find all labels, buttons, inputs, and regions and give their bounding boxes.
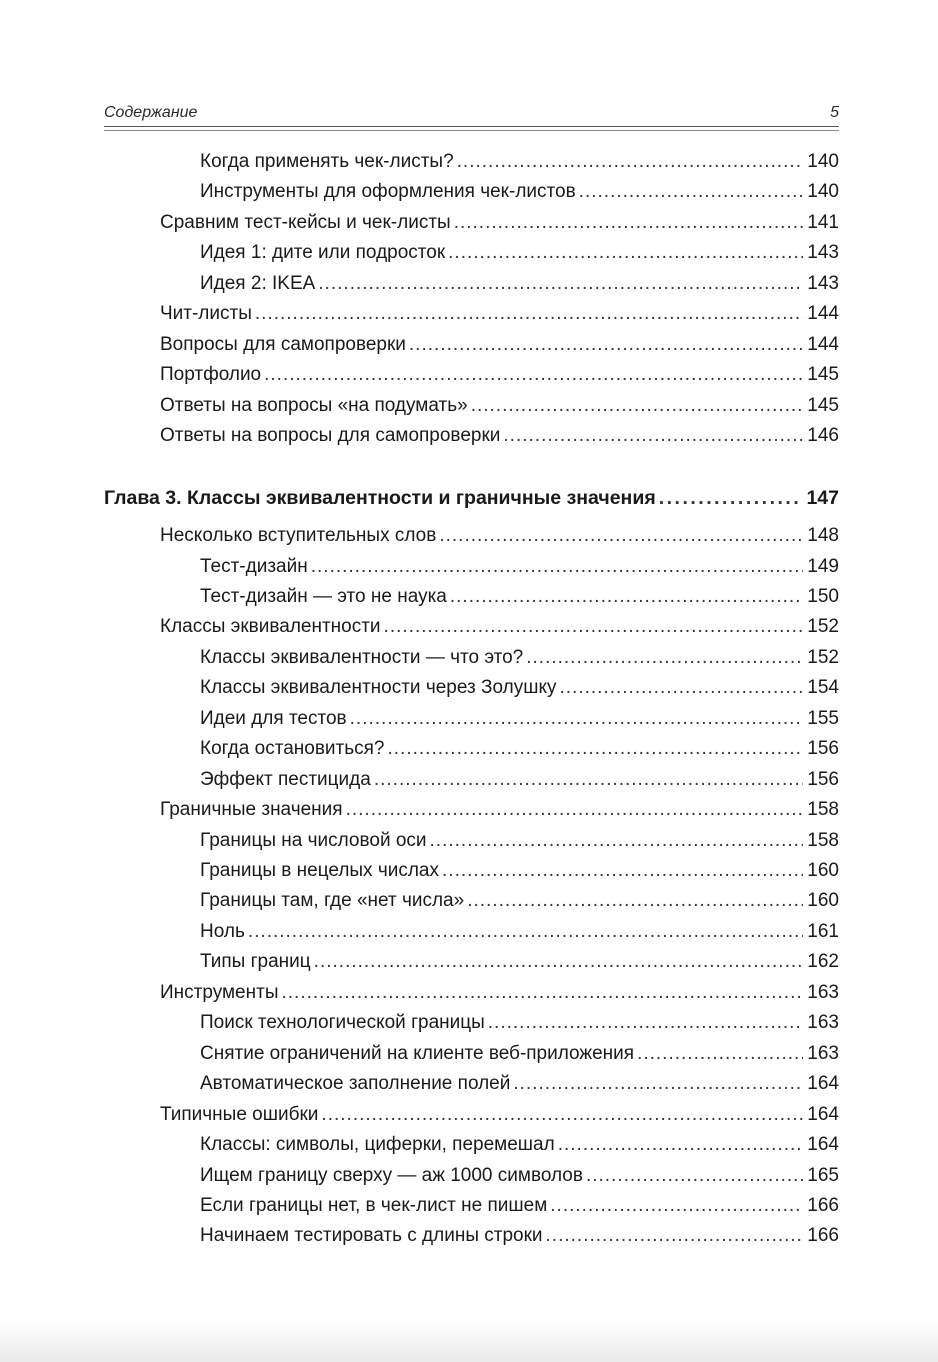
- toc-entry-title: Поиск технологической границы: [200, 1012, 485, 1034]
- toc-entry-title: Инструменты для оформления чек-листов: [200, 181, 576, 203]
- toc-entry: [160, 333, 839, 357]
- toc-entry-title: Снятие ограничений на клиенте веб-приложения: [200, 1042, 635, 1064]
- running-head-page-number: 5: [830, 104, 839, 121]
- toc-entry-page-number: 160: [807, 890, 839, 912]
- toc-entry: [200, 768, 839, 792]
- toc-entry: [200, 150, 839, 174]
- toc-dot-leader: [526, 646, 803, 670]
- toc-entry-page-number: 147: [806, 487, 839, 510]
- toc-entry-title: Типы границ: [200, 951, 311, 973]
- toc-entry: [160, 1103, 839, 1127]
- toc-entry-title: Инструменты: [160, 981, 279, 1003]
- toc-entry-title: Эффект пестицида: [200, 768, 371, 790]
- toc-entry: [200, 859, 839, 883]
- toc-entry: [200, 585, 839, 609]
- toc-entry-title: Идея 1: дите или подросток: [200, 242, 446, 264]
- toc-entry-page-number: 164: [807, 1134, 839, 1156]
- toc-entry-page-number: 164: [807, 1073, 839, 1095]
- toc-entry-page-number: 163: [807, 1012, 839, 1034]
- toc-entry-title: Классы: символы, циферки, перемешал: [200, 1134, 555, 1156]
- toc-entry-title: Границы на числовой оси: [200, 829, 427, 851]
- toc-entry: [200, 1224, 839, 1248]
- toc-dot-leader: [448, 241, 803, 265]
- toc-entry-title: Сравним тест-кейсы и чек-листы: [160, 211, 451, 233]
- toc-entry-page-number: 166: [807, 1225, 839, 1247]
- toc-entry-page-number: 156: [807, 768, 839, 790]
- toc-entry: [160, 363, 839, 387]
- toc-entry-page-number: 140: [807, 151, 839, 172]
- toc-entry: [200, 707, 839, 731]
- toc-dot-leader: [558, 1133, 804, 1157]
- toc-entry: [200, 241, 839, 265]
- toc-entry: [160, 424, 839, 448]
- toc-entry: [160, 798, 839, 822]
- toc-entry-title: Вопросы для самопроверки: [160, 333, 406, 355]
- toc-entry: [200, 1042, 839, 1066]
- toc-entry-title: Автоматическое заполнение полей: [200, 1073, 511, 1095]
- toc-chapter-entry: [104, 486, 839, 510]
- toc-entry-title: Ищем границу сверху — аж 1000 символов: [200, 1164, 583, 1186]
- toc-entry: [200, 1072, 839, 1096]
- toc-dot-leader: [264, 363, 803, 387]
- toc-dot-leader: [442, 859, 803, 883]
- toc-entry-title: Несколько вступительных слов: [160, 525, 437, 547]
- toc-entry: [200, 555, 839, 579]
- toc-entry-page-number: 143: [807, 242, 839, 264]
- toc-entry: [200, 1133, 839, 1157]
- toc-entry-title: Границы в нецелых числах: [200, 860, 440, 881]
- toc-entry-page-number: 144: [807, 303, 839, 325]
- toc-entry-page-number: 161: [807, 920, 839, 942]
- toc-dot-leader: [586, 1164, 803, 1188]
- toc-entry-page-number: 140: [807, 181, 839, 203]
- toc-dot-leader: [503, 424, 803, 448]
- toc-dot-leader: [409, 333, 803, 357]
- toc-dot-leader: [550, 1194, 803, 1218]
- toc-dot-leader: [346, 798, 804, 822]
- toc-entry-page-number: 152: [807, 646, 839, 668]
- toc-entry: [160, 394, 839, 418]
- toc-entry-title: Идея 2: IKEA: [200, 272, 316, 294]
- toc-entry-page-number: 149: [807, 555, 839, 577]
- header-rule-thin: [104, 130, 839, 131]
- toc-entry: [200, 829, 839, 853]
- toc-dot-leader: [318, 272, 803, 296]
- toc-entry-page-number: 164: [807, 1103, 839, 1125]
- toc-entry: [200, 1194, 839, 1218]
- toc-entry: [200, 737, 839, 761]
- toc-entry-page-number: 158: [807, 799, 839, 821]
- page-edge-shadow: [0, 1322, 938, 1362]
- toc-entry-page-number: 156: [807, 738, 839, 760]
- toc-entry-title: Когда применять чек-листы?: [200, 151, 454, 172]
- toc-entry-page-number: 155: [807, 707, 839, 729]
- toc-entry-page-number: 154: [807, 677, 839, 699]
- toc-entry: [200, 1011, 839, 1035]
- toc-entry: [160, 211, 839, 235]
- toc-entry: [160, 615, 839, 639]
- toc-entry-title: Портфолио: [160, 364, 262, 386]
- toc-dot-leader: [384, 615, 804, 639]
- header-rule: [104, 126, 839, 127]
- toc-entry-title: Классы эквивалентности: [160, 616, 381, 638]
- toc-entry-page-number: 158: [807, 829, 839, 851]
- toc-entry-page-number: 152: [807, 616, 839, 638]
- toc-entry: [200, 1164, 839, 1188]
- toc-dot-leader: [546, 1224, 804, 1248]
- toc-entry-title: Глава 3. Классы эквивалентности и граничные значения: [104, 487, 656, 510]
- toc-entry-page-number: 144: [807, 333, 839, 355]
- toc-entry-page-number: 150: [807, 585, 839, 607]
- toc-entry: [200, 676, 839, 700]
- toc-dot-leader: [488, 1011, 804, 1035]
- toc-dot-leader: [314, 950, 804, 974]
- toc-entry-page-number: 145: [807, 364, 839, 386]
- toc-dot-leader: [374, 768, 803, 792]
- toc-entry-title: Классы эквивалентности — что это?: [200, 646, 524, 668]
- toc-entry: [200, 272, 839, 296]
- toc-entry-title: Классы эквивалентности через Золушку: [200, 677, 557, 699]
- toc-entry-title: Ноль: [200, 920, 245, 942]
- toc-dot-leader: [255, 302, 803, 326]
- toc-entry: [200, 950, 839, 974]
- toc-entry-title: Идеи для тестов: [200, 707, 347, 729]
- toc-entry-page-number: 145: [807, 394, 839, 416]
- running-head: [104, 104, 839, 128]
- toc-entry-title: Чит-листы: [160, 303, 252, 325]
- toc-dot-leader: [637, 1042, 803, 1066]
- toc-entry-title: Тест-дизайн: [200, 555, 308, 577]
- toc-dot-leader: [439, 524, 803, 548]
- toc-entry-page-number: 165: [807, 1164, 839, 1186]
- toc-entry-page-number: 148: [807, 525, 839, 547]
- toc-entry-title: Если границы нет, в чек-лист не пишем: [200, 1194, 548, 1216]
- toc-entry: [160, 302, 839, 326]
- toc-entry-page-number: 163: [807, 1042, 839, 1064]
- toc-entry-page-number: 141: [807, 211, 839, 233]
- toc-entry: [160, 524, 839, 548]
- toc-dot-leader: [579, 180, 804, 204]
- toc-entry-title: Ответы на вопросы «на подумать»: [160, 394, 468, 416]
- toc-entry-title: Ответы на вопросы для самопроверки: [160, 425, 501, 447]
- toc-dot-leader: [559, 676, 803, 700]
- toc-dot-leader: [467, 889, 803, 913]
- toc-entry: [200, 180, 839, 204]
- toc-dot-leader: [659, 486, 803, 510]
- running-head-title: Содержание: [104, 104, 198, 121]
- toc-entry-title: Границы там, где «нет числа»: [200, 890, 465, 912]
- toc-entry-title: Тест-дизайн — это не наука: [200, 585, 447, 607]
- toc-dot-leader: [388, 737, 804, 761]
- toc-entry-page-number: 146: [807, 425, 839, 447]
- toc-dot-leader: [430, 829, 804, 853]
- toc-dot-leader: [454, 211, 804, 235]
- toc-entry-page-number: 163: [807, 981, 839, 1003]
- toc-entry-title: Типичные ошибки: [160, 1103, 319, 1125]
- toc-entry-title: Граничные значения: [160, 799, 343, 821]
- toc-dot-leader: [513, 1072, 803, 1096]
- toc-dot-leader: [311, 555, 804, 579]
- toc-dot-leader: [248, 920, 803, 944]
- toc-entry-page-number: 160: [807, 860, 839, 881]
- toc-entry-page-number: 162: [807, 951, 839, 973]
- toc-entry-title: Начинаем тестировать с длины строки: [200, 1225, 543, 1247]
- toc-dot-leader: [457, 150, 804, 174]
- toc-entry: [200, 920, 839, 944]
- toc-entry-page-number: 143: [807, 272, 839, 294]
- toc-dot-leader: [350, 707, 804, 731]
- toc-dot-leader: [450, 585, 803, 609]
- toc-entry-title: Когда остановиться?: [200, 738, 385, 760]
- toc-entry-page-number: 166: [807, 1194, 839, 1216]
- toc-dot-leader: [281, 981, 803, 1005]
- toc-dot-leader: [471, 394, 804, 418]
- toc-entry: [200, 646, 839, 670]
- toc-entry: [160, 981, 839, 1005]
- toc-dot-leader: [321, 1103, 803, 1127]
- toc-entry: [200, 889, 839, 913]
